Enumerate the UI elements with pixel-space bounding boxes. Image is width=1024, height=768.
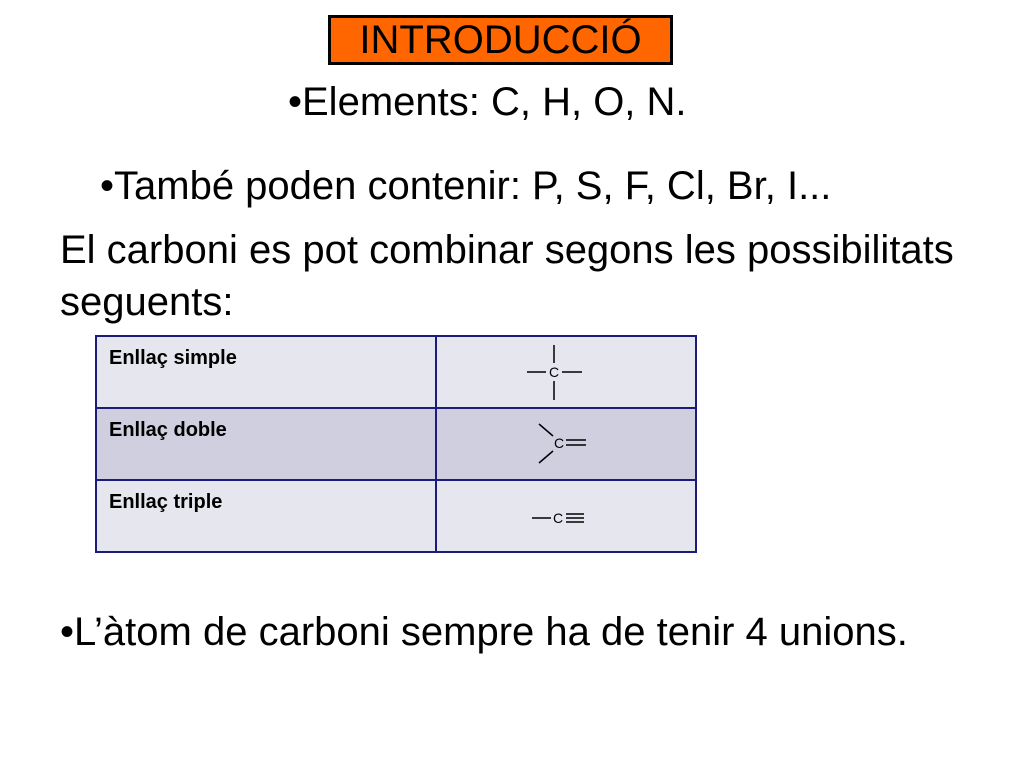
- carbon-atom-label: C: [548, 364, 560, 380]
- bullet-tambe: •També poden contenir: P, S, F, Cl, Br, I...: [100, 164, 832, 208]
- carbon-atom-label: C: [553, 435, 565, 451]
- bullet-elements: •Elements: C, H, O, N.: [288, 80, 687, 124]
- triple-bond-svg: [437, 481, 695, 551]
- slide-title: [328, 15, 673, 65]
- closing-bullet: •L’àtom de carboni sempre ha de tenir 4 unions.: [60, 610, 908, 654]
- double-bond-svg: [437, 409, 695, 479]
- single-bond-diagram: [436, 336, 696, 408]
- slide-title-text: INTRODUCCIÓ: [359, 18, 642, 62]
- bond-label-triple: Enllaç triple: [96, 480, 436, 552]
- single-bond-svg: [437, 337, 695, 407]
- intro-text: El carboni es pot combinar segons les possibilitats seguents:: [60, 228, 954, 324]
- bond-label-doble: Enllaç doble: [96, 408, 436, 480]
- carbon-atom-label: C: [552, 510, 564, 526]
- table-row: [96, 336, 696, 408]
- bond-label-simple: Enllaç simple: [96, 336, 436, 408]
- table-row: [96, 480, 696, 552]
- double-bond-diagram: [436, 408, 696, 480]
- triple-bond-diagram: [436, 480, 696, 552]
- bond-table: [95, 335, 697, 553]
- table-row: [96, 408, 696, 480]
